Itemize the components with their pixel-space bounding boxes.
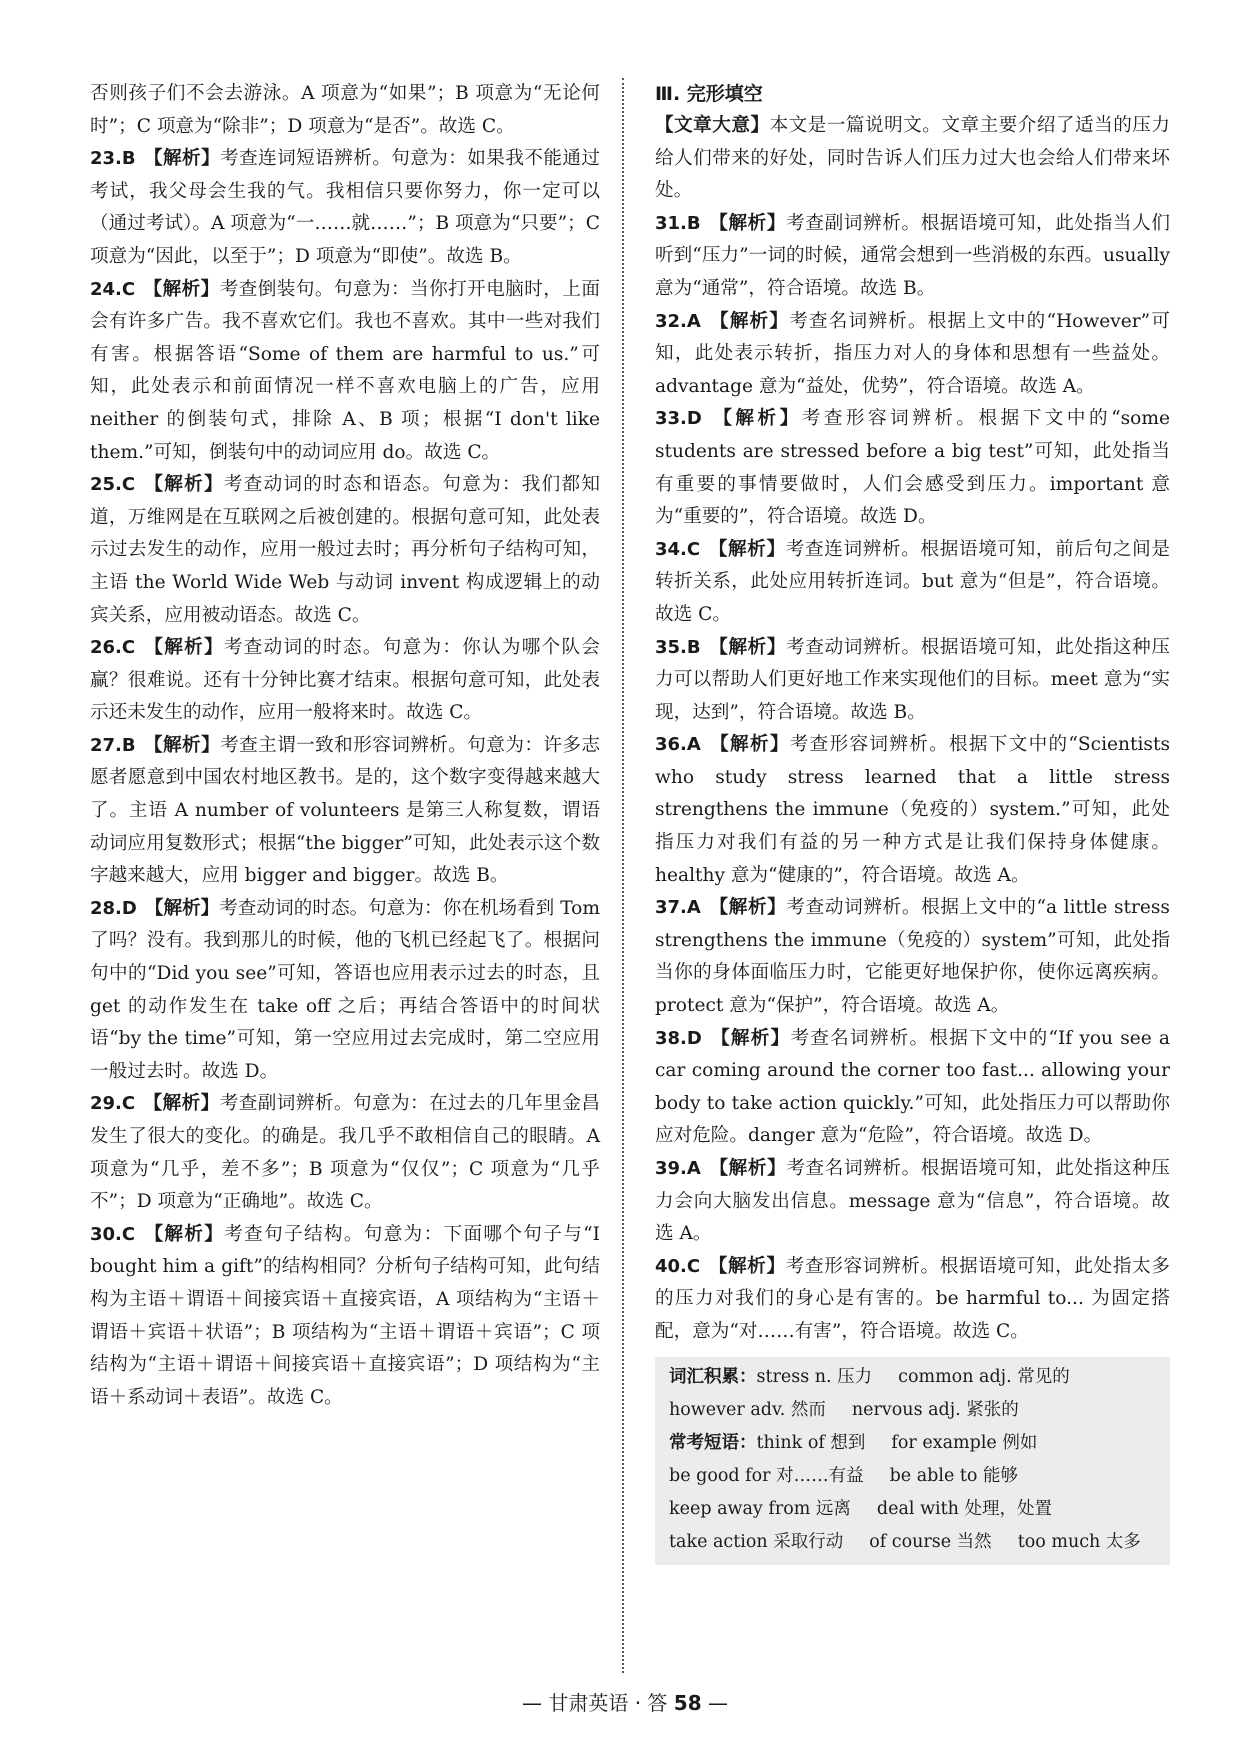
analysis-text: 考查名词辨析。根据下文中的“If you see a car coming around the corner too fast... allowing your body to take action quickly.”可知，此处指压力可以帮助你应对危险。danger 意为“危险”，符合语境。故选 D。 bbox=[655, 1027, 1170, 1147]
answer-item bbox=[90, 1219, 600, 1415]
answer-item bbox=[90, 893, 600, 1089]
analysis-tag: 【解析】 bbox=[708, 538, 786, 560]
page-footer bbox=[0, 1687, 1250, 1716]
phrase-entry: be good for 对……有益 bbox=[669, 1465, 864, 1486]
analysis-text: 考查名词辨析。根据语境可知，此处指这种压力会向大脑发出信息。message 意为“信息”，符合语境。故选 A。 bbox=[655, 1158, 1170, 1245]
phrase-entry: think of 想到 bbox=[756, 1432, 866, 1453]
answer-item bbox=[655, 1153, 1170, 1251]
answer-number: 29.C bbox=[90, 1093, 136, 1115]
analysis-tag: 【解析】 bbox=[143, 1093, 220, 1115]
phrase-line bbox=[669, 1427, 1162, 1460]
answer-number: 37.A bbox=[655, 897, 701, 919]
answer-item bbox=[655, 1023, 1170, 1153]
analysis-tag: 【解析】 bbox=[708, 212, 787, 234]
analysis-text: 考查连词辨析。根据语境可知，前后句之间是转折关系，此处应用转折连词。but 意为“但是”，符合语境。故选 C。 bbox=[655, 538, 1170, 625]
phrase-line bbox=[669, 1460, 1162, 1493]
answer-number: 38.D bbox=[655, 1027, 702, 1049]
summary-text: 本文是一篇说明文。文章主要介绍了适当的压力给人们带来的好处，同时告诉人们压力过大也会给人们带来坏处。 bbox=[655, 115, 1170, 202]
analysis-tag: 【解析】 bbox=[708, 310, 790, 332]
analysis-tag: 【解析】 bbox=[708, 1158, 787, 1179]
answer-number: 36.A bbox=[655, 734, 701, 756]
answer-item bbox=[90, 469, 600, 632]
summary-tag: 【文章大意】 bbox=[655, 115, 770, 136]
answer-number: 26.C bbox=[90, 637, 136, 659]
vocab-entry: stress n. 压力 bbox=[756, 1366, 873, 1387]
answer-item bbox=[90, 1088, 600, 1218]
vocab-line bbox=[669, 1394, 1162, 1427]
answer-number: 39.A bbox=[655, 1158, 701, 1179]
vocab-entry: nervous adj. 紧张的 bbox=[851, 1399, 1019, 1420]
answer-number: 28.D bbox=[90, 897, 137, 919]
article-summary bbox=[655, 110, 1170, 208]
analysis-text: 考查倒装句。句意为：当你打开电脑时，上面会有许多广告。我不喜欢它们。我也不喜欢。其中一些对我们有害。根据答语“Some of them are harmful to us.”可知，此处表示和前面情况一样不喜欢电脑上的广告，应用 neither 的倒装句式，排除 A、B 项；根据“I don't like them.”可知，倒装句中的动词应用 do。故选 C。 bbox=[90, 278, 600, 463]
phrase-line bbox=[669, 1526, 1162, 1559]
analysis-text: 考查动词辨析。根据上文中的“a little stress strengthens the immune（免疫的）system”可知，此处指当你的身体面临压力时，它能更好地保护你，使你远离疾病。protect 意为“保护”，符合语境。故选 A。 bbox=[655, 897, 1170, 1017]
analysis-text: 考查动词的时态。句意为：你在机场看到 Tom 了吗？没有。我到那儿的时候，他的飞机已经起飞了。根据问句中的“Did you see”可知，答语也应用表示过去的时态，且 get 的动作发生在 take off 之后；再结合答语中的时间状语“by the time”可知，第一空应用过去完成时，第二空应用一般过去时。故选 D。 bbox=[90, 897, 600, 1082]
answer-item bbox=[90, 632, 600, 730]
answer-item bbox=[655, 892, 1170, 1022]
analysis-text: 考查动词的时态和语态。句意为：我们都知道，万维网是在互联网之后被创建的。根据句意可知，此处表示过去发生的动作，应用一般过去时；再分析句子结构可知，主语 the World Wide Web 与动词 invent 构成逻辑上的动宾关系，应用被动语态。故选 C。 bbox=[90, 474, 600, 626]
phrase-line bbox=[669, 1493, 1162, 1526]
right-column bbox=[655, 78, 1170, 1565]
analysis-tag: 【解析】 bbox=[143, 148, 221, 170]
answer-number: 31.B bbox=[655, 212, 701, 234]
analysis-tag: 【解析】 bbox=[709, 1027, 791, 1049]
vocab-entry: however adv. 然而 bbox=[669, 1399, 826, 1420]
analysis-text: 考查连词短语辨析。句意为：如果我不能通过考试，我父母会生我的气。我相信只要你努力，你一定可以（通过考试）。A 项意为“一……就……”；B 项意为“只要”；C 项意为“因此，以至于”；D 项意为“即使”。故选 B。 bbox=[90, 148, 600, 267]
continued-text: 否则孩子们不会去游泳。A 项意为“如果”；B 项意为“无论何时”；C 项意为“除非”；D 项意为“是否”。故选 C。 bbox=[90, 83, 600, 137]
answer-item bbox=[90, 730, 600, 893]
analysis-text: 考查副词辨析。句意为：在过去的几年里金昌发生了很大的变化。的确是。我几乎不敢相信自己的眼睛。A 项意为“几乎，差不多”；B 项意为“仅仅”；C 项意为“几乎不”；D 项意为“正确地”。故选 C。 bbox=[90, 1093, 600, 1213]
left-column bbox=[90, 78, 600, 1414]
vocab-label: 词汇积累： bbox=[669, 1366, 757, 1387]
analysis-tag: 【解析】 bbox=[708, 1255, 786, 1277]
phrase-entry: take action 采取行动 bbox=[669, 1531, 844, 1552]
answer-number: 34.C bbox=[655, 538, 701, 560]
right-answer-list bbox=[655, 208, 1170, 1349]
answer-number: 24.C bbox=[90, 278, 136, 300]
analysis-tag: 【解析】 bbox=[708, 636, 787, 658]
answer-item bbox=[655, 632, 1170, 730]
answer-number: 23.B bbox=[90, 148, 136, 170]
answer-number: 40.C bbox=[655, 1255, 701, 1277]
analysis-tag: 【解析】 bbox=[143, 637, 224, 659]
vocab-line bbox=[669, 1361, 1162, 1394]
phrase-entry: deal with 处理，处置 bbox=[876, 1498, 1053, 1519]
left-answer-list bbox=[90, 143, 600, 1414]
phrase-entry: of course 当然 bbox=[869, 1531, 992, 1552]
analysis-text: 考查形容词辨析。根据语境可知，此处指太多的压力对我们的身心是有害的。be harmful to... 为固定搭配，意为“对……有害”，符合语境。故选 C。 bbox=[655, 1255, 1170, 1342]
answer-number: 32.A bbox=[655, 310, 701, 332]
phrase-entry: keep away from 远离 bbox=[669, 1498, 851, 1519]
footer-suffix: — bbox=[701, 1691, 728, 1715]
analysis-tag: 【解析】 bbox=[709, 408, 802, 430]
answer-item bbox=[655, 403, 1170, 533]
answer-item bbox=[655, 729, 1170, 892]
analysis-text: 考查主谓一致和形容词辨析。句意为：许多志愿者愿意到中国农村地区教书。是的，这个数字变得越来越大了。主语 A number of volunteers 是第三人称复数，谓语动词应用复数形式；根据“the bigger”可知，此处表示这个数字越来越大，应用 bigger and bigger。故选 B。 bbox=[90, 734, 600, 887]
phrase-label: 常考短语： bbox=[669, 1432, 757, 1453]
answer-item bbox=[655, 1251, 1170, 1349]
phrase-entry: be able to 能够 bbox=[889, 1465, 1019, 1486]
phrase-entry: for example 例如 bbox=[891, 1432, 1038, 1453]
analysis-text: 考查形容词辨析。根据下文中的“Scientists who study stress learned that a little stress strengthens the immune（免疫的）system.”可知，此处指压力对我们有益的另一种方式是让我们保持身体健康。healthy 意为“健康的”，符合语境。故选 A。 bbox=[655, 734, 1170, 886]
answer-item bbox=[90, 274, 600, 470]
answer-number: 30.C bbox=[90, 1223, 136, 1245]
analysis-text: 考查名词辨析。根据上文中的“However”可知，此处表示转折，指压力对人的身体和思想有一些益处。advantage 意为“益处，优势”，符合语境。故选 A。 bbox=[655, 310, 1170, 397]
answer-item bbox=[655, 208, 1170, 306]
section-title: Ⅲ. 完形填空 bbox=[655, 83, 763, 105]
footer-prefix: — 甘肃英语 · 答 bbox=[522, 1691, 674, 1715]
analysis-tag: 【解析】 bbox=[708, 734, 790, 756]
vocab-entry: common adj. 常见的 bbox=[898, 1366, 1070, 1387]
answer-item bbox=[655, 534, 1170, 632]
answer-item bbox=[90, 143, 600, 273]
page-number: 58 bbox=[673, 1691, 702, 1715]
answer-number: 25.C bbox=[90, 474, 136, 496]
answer-number: 27.B bbox=[90, 734, 136, 756]
analysis-text: 考查句子结构。句意为：下面哪个句子与“I bought him a gift”的结构相同？分析句子结构可知，此句结构为主语＋谓语＋间接宾语＋直接宾语，A 项结构为“主语＋谓语＋宾语＋状语”；B 项结构为“主语＋谓语＋宾语”；C 项结构为“主语＋谓语＋间接宾语＋直接宾语”；D 项结构为“主语＋系动词＋表语”。故选 C。 bbox=[90, 1223, 600, 1408]
column-divider bbox=[622, 78, 624, 1673]
analysis-text: 考查形容词辨析。根据下文中的“some students are stressed before a big test”可知，此处指当有重要的事情要做时，人们会感受到压力。important 意为“重要的”，符合语境。故选 D。 bbox=[655, 408, 1170, 528]
analysis-tag: 【解析】 bbox=[143, 474, 224, 496]
phrase-entry: too much 太多 bbox=[1017, 1531, 1141, 1552]
analysis-tag: 【解析】 bbox=[143, 734, 221, 756]
analysis-tag: 【解析】 bbox=[143, 1223, 225, 1245]
analysis-text: 考查动词辨析。根据语境可知，此处指这种压力可以帮助人们更好地工作来实现他们的目标。meet 意为“实现，达到”，符合语境。故选 B。 bbox=[655, 636, 1170, 723]
analysis-tag: 【解析】 bbox=[143, 278, 220, 300]
analysis-tag: 【解析】 bbox=[708, 897, 787, 919]
analysis-text: 考查副词辨析。根据语境可知，此处指当人们听到“压力”一词的时候，通常会想到一些消极的东西。usually 意为“通常”，符合语境。故选 B。 bbox=[655, 212, 1170, 299]
answer-number: 33.D bbox=[655, 408, 702, 430]
analysis-text: 考查动词的时态。句意为：你认为哪个队会赢？很难说。还有十分钟比赛才结束。根据句意可知，此处表示还未发生的动作，应用一般将来时。故选 C。 bbox=[90, 637, 600, 724]
vocabulary-box bbox=[655, 1357, 1170, 1565]
answer-number: 35.B bbox=[655, 636, 701, 658]
answer-item bbox=[655, 306, 1170, 404]
analysis-tag: 【解析】 bbox=[144, 897, 220, 919]
